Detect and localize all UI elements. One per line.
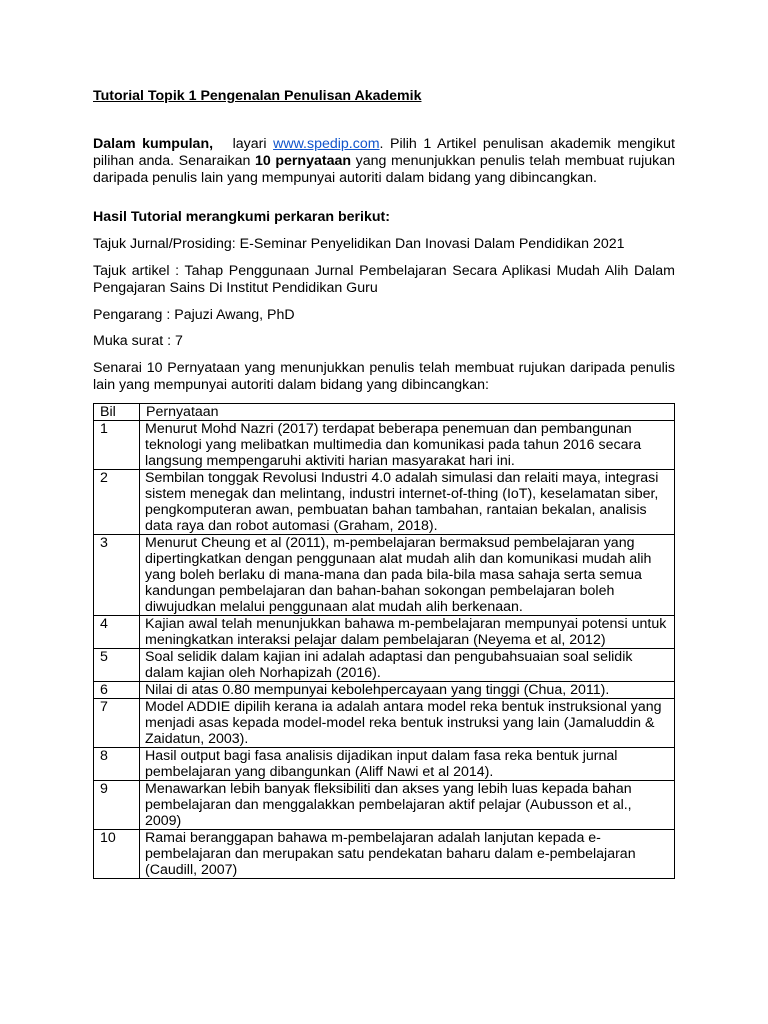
document-title: Tutorial Topik 1 Pengenalan Penulisan Akademik xyxy=(93,88,422,104)
statements-table xyxy=(93,403,675,879)
article-title: Tajuk artikel : Tahap Penggunaan Jurnal Pembelajaran Secara Aplikasi Mudah Alih Dalam Pengajaran Sains Di Institut Pendidikan Guru xyxy=(93,262,675,296)
header-pernyataan: Pernyataan xyxy=(140,403,675,420)
journal-title: Tajuk Jurnal/Prosiding: E-Seminar Penyelidikan Dan Inovasi Dalam Pendidikan 2021 xyxy=(93,236,625,253)
header-bil: Bil xyxy=(94,403,140,420)
row-statement: Nilai di atas 0.80 mempunyai kebolehpercayaan yang tinggi (Chua, 2011). xyxy=(140,681,675,698)
row-number: 8 xyxy=(94,747,140,780)
row-number: 2 xyxy=(94,469,140,534)
list-intro: Senarai 10 Pernyataan yang menunjukkan penulis telah membuat rujukan daripada penulis lain yang mempunyai autoriti dalam bidang yang dibincangkan: xyxy=(93,360,675,393)
row-statement: Soal selidik dalam kajian ini adalah adaptasi dan pengubahsuaian soal selidik dalam kajian oleh Norhapizah (2016). xyxy=(140,648,675,681)
row-number: 3 xyxy=(94,534,140,615)
table-row xyxy=(94,698,675,747)
table-row xyxy=(94,420,675,469)
intro-bold-lead: Dalam kumpulan, xyxy=(93,136,214,152)
table-row xyxy=(94,469,675,534)
row-number: 7 xyxy=(94,698,140,747)
intro-after-link: . Pilih 1 Artikel penulisan akademik mengikut pilihan anda. Senaraikan xyxy=(93,136,675,169)
row-statement: Hasil output bagi fasa analisis dijadikan input dalam fasa reka bentuk jurnal pembelajaran yang dibangunkan (Aliff Nawi et al 2014). xyxy=(140,747,675,780)
table-row xyxy=(94,829,675,878)
table-row xyxy=(94,534,675,615)
row-number: 4 xyxy=(94,615,140,648)
table-row xyxy=(94,780,675,829)
row-statement: Kajian awal telah menunjukkan bahawa m-pembelajaran mempunyai potensi untuk meningkatkan interaksi pelajar dalam pembelajaran (Neyema et al, 2012) xyxy=(140,615,675,648)
table-header-row xyxy=(94,403,675,420)
intro-paragraph xyxy=(93,136,675,186)
row-number: 6 xyxy=(94,681,140,698)
author-line: Pengarang : Pajuzi Awang, PhD xyxy=(93,306,295,323)
row-statement: Model ADDIE dipilih kerana ia adalah antara model reka bentuk instruksional yang menjadi asas kepada model-model reka bentuk instruksi yang lain (Jamaluddin & Zaidatun, 2003). xyxy=(140,698,675,747)
row-number: 1 xyxy=(94,420,140,469)
table-row xyxy=(94,747,675,780)
row-statement: Menurut Cheung et al (2011), m-pembelajaran bermaksud pembelajaran yang dipertingkatkan dengan penggunaan alat mudah alih dan komunikasi mudah alih yang boleh berlaku di mana-mana dan pada bila-bila masa sahaja serta semua kandungan pembelajaran dan bahan-bahan sokongan pembelajaran boleh diwujudkan melalui penggunaan alat mudah alih berkenaan. xyxy=(140,534,675,615)
result-heading: Hasil Tutorial merangkumi perkaran berikut: xyxy=(93,209,390,226)
spedip-link[interactable]: www.spedip.com xyxy=(273,136,380,152)
table-row xyxy=(94,615,675,648)
intro-pre-link: layari xyxy=(232,136,267,152)
table-row xyxy=(94,681,675,698)
intro-tail: yang menunjukkan penulis telah membuat rujukan daripada penulis lain yang mempunyai autoriti dalam bidang yang dibincangkan. xyxy=(93,152,675,186)
row-number: 5 xyxy=(94,648,140,681)
row-number: 10 xyxy=(94,829,140,878)
row-number: 9 xyxy=(94,780,140,829)
intro-bold-count: 10 pernyataan xyxy=(255,152,352,169)
table-row xyxy=(94,648,675,681)
row-statement: Menurut Mohd Nazri (2017) terdapat beberapa penemuan dan pembangunan teknologi yang melibatkan multimedia dan komunikasi pada tahun 2016 secara langsung mempengaruhi aktiviti harian masyarakat hari ini. xyxy=(140,420,675,469)
page-line: Muka surat : 7 xyxy=(93,333,183,350)
row-statement: Ramai beranggapan bahawa m-pembelajaran adalah lanjutan kepada e-pembelajaran dan merupakan satu pendekatan baharu dalam e-pembelajaran (Caudill, 2007) xyxy=(140,829,675,878)
document-content xyxy=(93,87,675,879)
row-statement: Sembilan tonggak Revolusi Industri 4.0 adalah simulasi dan relaiti maya, integrasi sistem menegak dan melintang, industri internet-of-thing (IoT), keselamatan siber, pengkomputeran awan, pembuatan bahan tambahan, rantaian bekalan, analisis data raya dan robot automasi (Graham, 2018). xyxy=(140,469,675,534)
row-statement: Menawarkan lebih banyak fleksibiliti dan akses yang lebih luas kepada bahan pembelajaran dan menggalakkan pembelajaran aktif pelajar (Aubusson et al., 2009) xyxy=(140,780,675,829)
